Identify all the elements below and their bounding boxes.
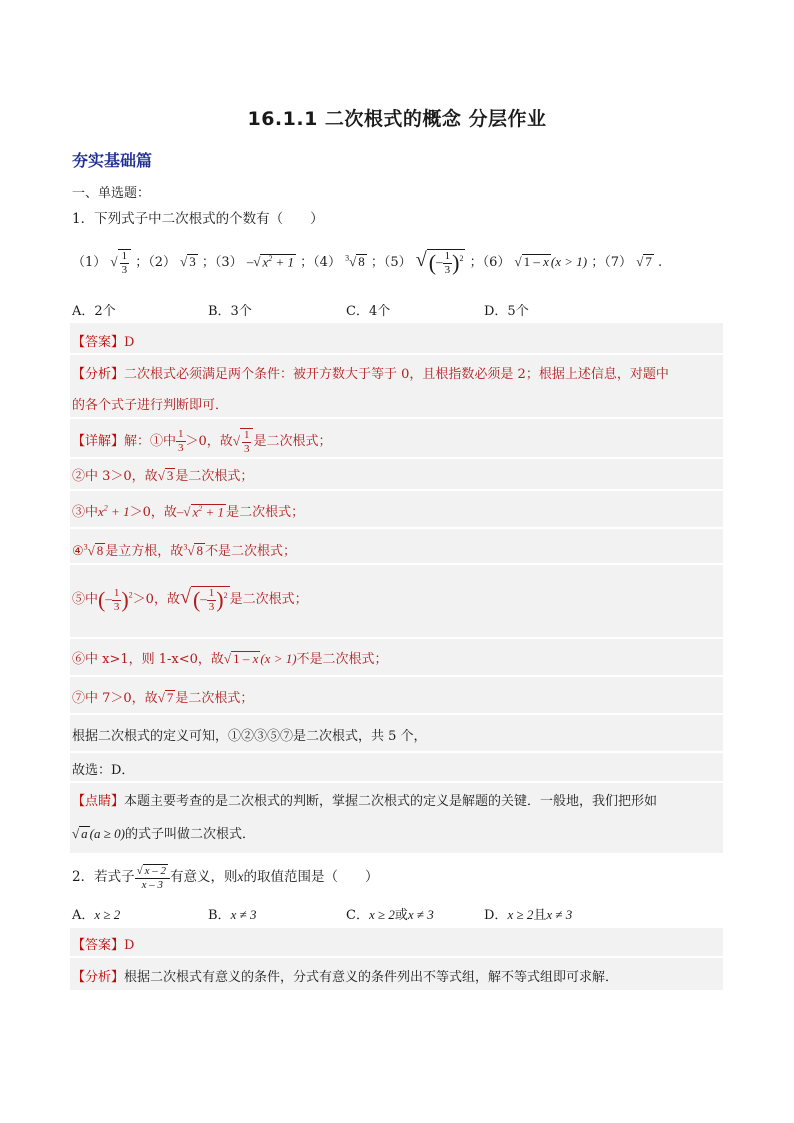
q1-detail-2: ②中 3＞0，故√ 3 是二次根式；: [72, 468, 254, 484]
q1-comment-line-1: 【点睛】本题主要考查的是二次根式的判断，掌握二次根式的定义是解题的关键．一般地，我们把形如: [72, 794, 658, 809]
question-1-stem: 1．下列式子中二次根式的个数有（ ）: [72, 211, 324, 227]
q1-option-a: A．2个: [72, 304, 116, 319]
q1-analysis-line-2: 的各个式子进行判断即可．: [72, 398, 229, 413]
q1-answer-band: [70, 323, 723, 353]
part-heading: 一、单选题：: [72, 186, 151, 201]
q1-option-b: B．3个: [208, 304, 252, 319]
q1-conclusion: 根据二次根式的定义可知，①②③⑤⑦是二次根式，共 5 个，: [72, 729, 427, 744]
q1-detail-5: ⑤中(– $\frac{1}{3}$ )$^2$＞0，故√(– $\frac{1}{3}$ )$^2$ 是二次根式；: [72, 586, 308, 613]
q2-analysis: 【分析】根据二次根式有意义的条件，分式有意义的条件列出不等式组，解不等式组即可求解．: [72, 970, 619, 985]
question-2-stem: 2．若式子 $\frac{√ x - 2}{x - 3}$ 有意义，则x的取值范围是（ ）: [72, 865, 379, 891]
q2-option-d: D．x ≥ 2且x ≠ 3: [484, 907, 573, 923]
q2-option-c: C．x ≥ 2或x ≠ 3: [346, 907, 434, 923]
q2-answer-band: [70, 928, 723, 956]
q2-option-a: A．x ≥ 2: [72, 907, 121, 923]
q2-option-b: B．x ≠ 3: [208, 907, 257, 923]
q1-detail-7: ⑦中 7＞0，故√ 7 是二次根式；: [72, 690, 254, 706]
q1-detail-6: ⑥中 x>1，则 1-x<0，故√ 1 – x (x > 1)不是二次根式；: [72, 651, 388, 667]
question-1-items: （1） √ $\frac{1}{3}$ ；（2） √ 3 ；（3） –√ $x^2 + 1$ ；（4） $^3$√ 8 ；（5） √(– $\frac{1}{3}$ )$^2$ ；（6） √ 1 – x (x > 1) ；（7） √ 7 .: [72, 249, 663, 276]
section-heading: 夯实基础篇: [72, 151, 153, 170]
q2-answer: 【答案】D: [72, 938, 135, 953]
page-title: 16.1.1 二次根式的概念 分层作业: [247, 108, 547, 130]
q1-choose-band: [70, 753, 723, 781]
q1-option-d: D．5个: [484, 304, 529, 319]
q1-detail-1: 【详解】解：①中 $\frac{1}{3}$ ＞0，故√ $\frac{1}{3}$ 是二次根式；: [72, 428, 332, 455]
q1-analysis-line-1: 【分析】二次根式必须满足两个条件：被开方数大于等于 0，且根指数必须是 2；根据上述信息，对题中: [72, 367, 669, 382]
q1-detail-4: ④$^3$√ 8 是立方根，故$^3$√ 8 不是二次根式；: [72, 542, 296, 559]
q1-detail-3: ③中$x^2 + 1>0$，故–√ $x^2 + 1$ 是二次根式；: [72, 503, 305, 520]
q1-answer: 【答案】D: [72, 335, 135, 350]
q1-comment-line-2: √ a (a ≥ 0)的式子叫做二次根式．: [72, 826, 255, 842]
q1-option-c: C．4个: [346, 304, 391, 319]
q1-choose: 故选：D．: [72, 763, 135, 778]
